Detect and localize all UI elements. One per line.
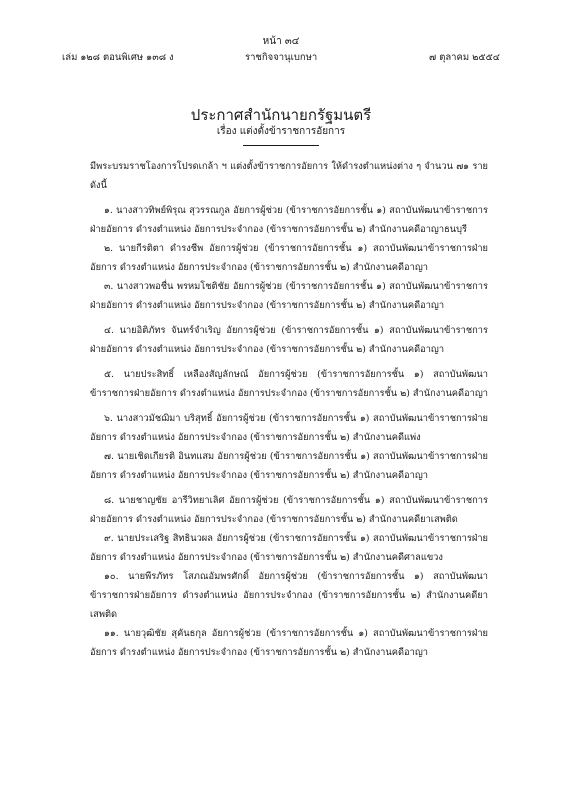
page-number: หน้า ๓๔ xyxy=(262,36,300,47)
announcement-subtitle: เรื่อง แต่งตั้งข้าราชการอัยการ xyxy=(216,126,346,137)
appointment-item: ๔. นายอิติภัทร จันทร์จำเริญ อัยการผู้ช่วย (ข้าราชการอัยการชั้น ๑) สถาบันพัฒนาข้าราชการฝ่ายอัยการ ดำรงตำแหน่ง อัยการประจำกอง (ข้าราชการอัยการชั้น ๒) สำนักงานคดีอาญา xyxy=(90,325,488,355)
appointment-item: ๑. นางสาวทิพย์พิรุณ สุวรรณกูล อัยการผู้ช่วย (ข้าราชการอัยการชั้น ๑) สถาบันพัฒนาข้าราชการฝ่ายอัยการ ดำรงตำแหน่ง อัยการประจำกอง (ข้าราชการอัยการชั้น ๒) สำนักงานคดีอาญาธนบุรี xyxy=(90,205,488,235)
appointment-item: ๗. นายเชิดเกียรติ อินทแสม อัยการผู้ช่วย (ข้าราชการอัยการชั้น ๑) สถาบันพัฒนาข้าราชการฝ่ายอัยการ ดำรงตำแหน่ง อัยการประจำกอง (ข้าราชการอัยการชั้น ๒) สำนักงานคดีอาญา xyxy=(90,451,488,481)
appointment-item: ๖. นางสาวมัชฌิมา บริสุทธิ์ อัยการผู้ช่วย (ข้าราชการอัยการชั้น ๑) สถาบันพัฒนาข้าราชการฝ่ายอัยการ ดำรงตำแหน่ง อัยการประจำกอง (ข้าราชการอัยการชั้น ๒) สำนักงานคดีแพ่ง xyxy=(90,413,488,443)
announcement-body xyxy=(90,157,488,662)
appointment-item: ๑๐. นายพีรภัทร โสภณอัมพรศักดิ์ อัยการผู้ช่วย (ข้าราชการอัยการชั้น ๑) สถาบันพัฒนาข้าราชการฝ่ายอัยการ ดำรงตำแหน่ง อัยการประจำกอง (ข้าราชการอัยการชั้น ๒) สำนักงานคดียาเสพติด xyxy=(90,571,488,620)
appointment-item: ๓. นางสาวพอชื่น พรหมโชติชัย อัยการผู้ช่วย (ข้าราชการอัยการชั้น ๑) สถาบันพัฒนาข้าราชการฝ่ายอัยการ ดำรงตำแหน่ง อัยการประจำกอง (ข้าราชการอัยการชั้น ๒) สำนักงานคดีอาญา xyxy=(90,281,488,311)
appointment-item: ๘. นายชาญชัย อารีวิทยาเลิศ อัยการผู้ช่วย (ข้าราชการอัยการชั้น ๑) สถาบันพัฒนาข้าราชการฝ่ายอัยการ ดำรงตำแหน่ง อัยการประจำกอง (ข้าราชการอัยการชั้น ๒) สำนักงานคดียาเสพติด xyxy=(90,495,488,525)
header-date: ๗ ตุลาคม ๒๕๕๔ xyxy=(429,52,500,63)
announcement-title: ประกาศสำนักนายกรัฐมนตรี xyxy=(190,106,372,124)
header-volume: เล่ม ๑๒๘ ตอนพิเศษ ๑๓๘ ง xyxy=(62,52,174,63)
header-publication: ราชกิจจานุเบกษา xyxy=(245,52,318,63)
intro-paragraph: มีพระบรมราชโองการโปรดเกล้า ฯ แต่งตั้งข้าราชการอัยการ ให้ดำรงตำแหน่งต่าง ๆ จำนวน ๗๑ ราย ดังนี้ xyxy=(90,161,488,191)
title-divider xyxy=(243,145,319,146)
appointment-item: ๒. นายกีรติตา ดำรงชีพ อัยการผู้ช่วย (ข้าราชการอัยการชั้น ๑) สถาบันพัฒนาข้าราชการฝ่ายอัยการ ดำรงตำแหน่ง อัยการประจำกอง (ข้าราชการอัยการชั้น ๒) สำนักงานคดีอาญา xyxy=(90,243,488,273)
appointment-item: ๕. นายประสิทธิ์ เหลืองสัญลักษณ์ อัยการผู้ช่วย (ข้าราชการอัยการชั้น ๑) สถาบันพัฒนาข้าราชการฝ่ายอัยการ ดำรงตำแหน่ง อัยการประจำกอง (ข้าราชการอัยการชั้น ๒) สำนักงานคดีอาญา xyxy=(90,369,489,399)
gazette-header xyxy=(62,50,500,64)
appointment-item: ๑๑. นายวุฒิชัย สุคันธกุล อัยการผู้ช่วย (ข้าราชการอัยการชั้น ๑) สถาบันพัฒนาข้าราชการฝ่ายอัยการ ดำรงตำแหน่ง อัยการประจำกอง (ข้าราชการอัยการชั้น ๒) สำนักงานคดีอาญา xyxy=(90,628,488,658)
appointment-item: ๙. นายประเสริฐ สิทธินวผล อัยการผู้ช่วย (ข้าราชการอัยการชั้น ๑) สถาบันพัฒนาข้าราชการฝ่ายอัยการ ดำรงตำแหน่ง อัยการประจำกอง (ข้าราชการอัยการชั้น ๒) สำนักงานคดีศาลแขวง xyxy=(90,533,488,563)
